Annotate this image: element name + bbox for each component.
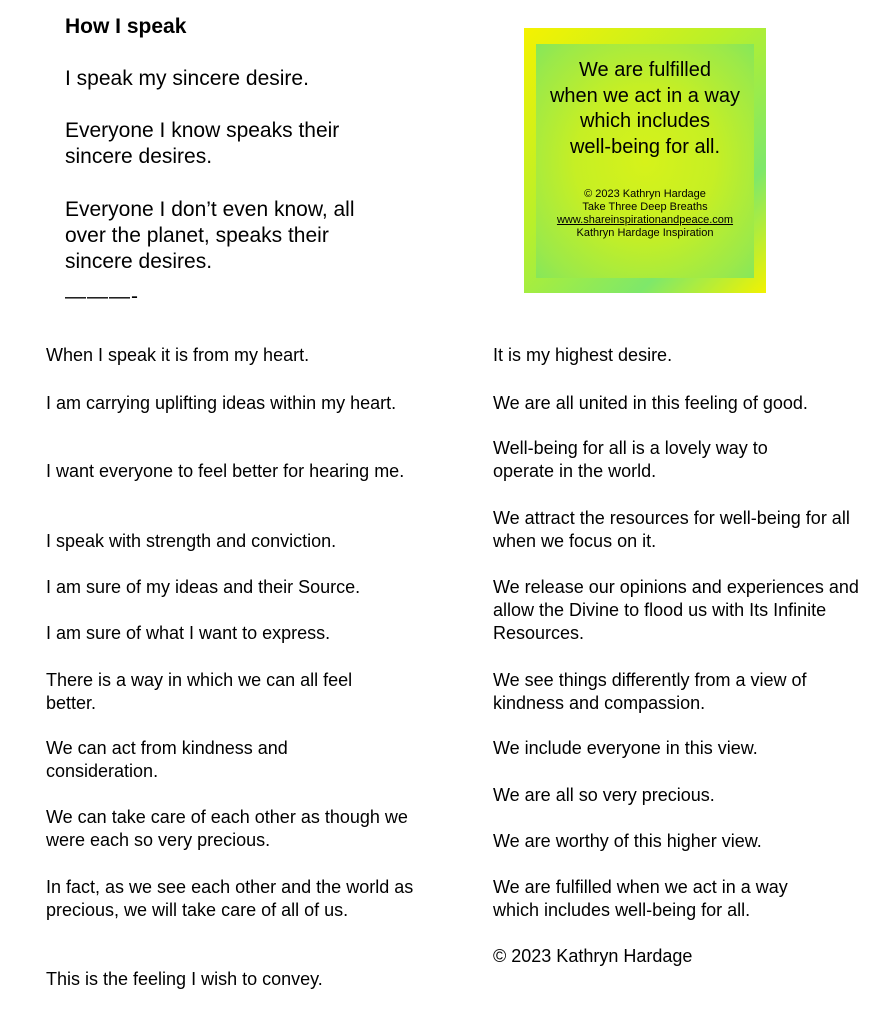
left-paragraph: I am sure of my ideas and their Source. <box>46 577 361 597</box>
right-paragraph: Well-being for all is a lovely way to operate in the world. <box>493 438 768 481</box>
right-paragraph: We are all so very precious. <box>493 785 715 805</box>
badge-subtitle: Take Three Deep Breaths <box>582 201 708 213</box>
badge-quote-line: when we act in a way <box>549 84 741 107</box>
badge-quote-line: We are fulfilled <box>579 59 711 81</box>
intro-paragraph: I speak my sincere desire. <box>65 67 309 90</box>
left-paragraph: In fact, as we see each other and the world as precious, we will take care of all of us. <box>46 877 414 920</box>
left-paragraph: I want everyone to feel better for hearing me. <box>46 461 405 481</box>
page-title: How I speak <box>65 15 187 38</box>
right-paragraph: We are worthy of this higher view. <box>493 831 762 851</box>
left-paragraph: I speak with strength and conviction. <box>46 531 337 551</box>
intro-paragraph: Everyone I know speaks their sincere desires. <box>65 119 340 168</box>
badge-quote-line: which includes <box>579 110 711 132</box>
badge-website-link[interactable]: www.shareinspirationandpeace.com <box>556 214 734 226</box>
right-paragraph: We see things differently from a view of kindness and compassion. <box>493 670 807 713</box>
intro-paragraph: Everyone I don’t even know, all over the planet, speaks their sincere desires. <box>65 198 355 273</box>
right-paragraph: We are fulfilled when we act in a way which includes well-being for all. <box>493 877 788 920</box>
right-paragraph: We attract the resources for well-being for all when we focus on it. <box>493 508 850 551</box>
left-paragraph: There is a way in which we can all feel better. <box>46 670 353 713</box>
left-paragraph: This is the feeling I wish to convey. <box>46 969 323 989</box>
badge-credits <box>524 188 766 240</box>
left-paragraph: We can act from kindness and consideration. <box>46 738 288 781</box>
left-paragraph: I am carrying uplifting ideas within my heart. <box>46 393 397 413</box>
badge-brand: Kathryn Hardage Inspiration <box>576 227 714 239</box>
left-paragraph: We can take care of each other as though we were each so very precious. <box>46 807 408 850</box>
right-paragraph: We are all united in this feeling of good. <box>493 393 808 413</box>
right-paragraph: It is my highest desire. <box>493 345 673 365</box>
badge-quote <box>524 58 766 160</box>
badge-quote-line: well-being for all. <box>569 135 721 158</box>
badge-copyright: © 2023 Kathryn Hardage <box>584 188 706 200</box>
left-paragraph: When I speak it is from my heart. <box>46 345 310 365</box>
left-paragraph: I am sure of what I want to express. <box>46 623 331 643</box>
right-paragraph: We release our opinions and experiences and allow the Divine to flood us with Its Infinite Resources. <box>493 577 859 643</box>
right-paragraph: We include everyone in this view. <box>493 738 758 758</box>
quote-badge <box>524 28 766 293</box>
section-divider: ———- <box>65 285 139 308</box>
right-paragraph: © 2023 Kathryn Hardage <box>493 946 693 966</box>
